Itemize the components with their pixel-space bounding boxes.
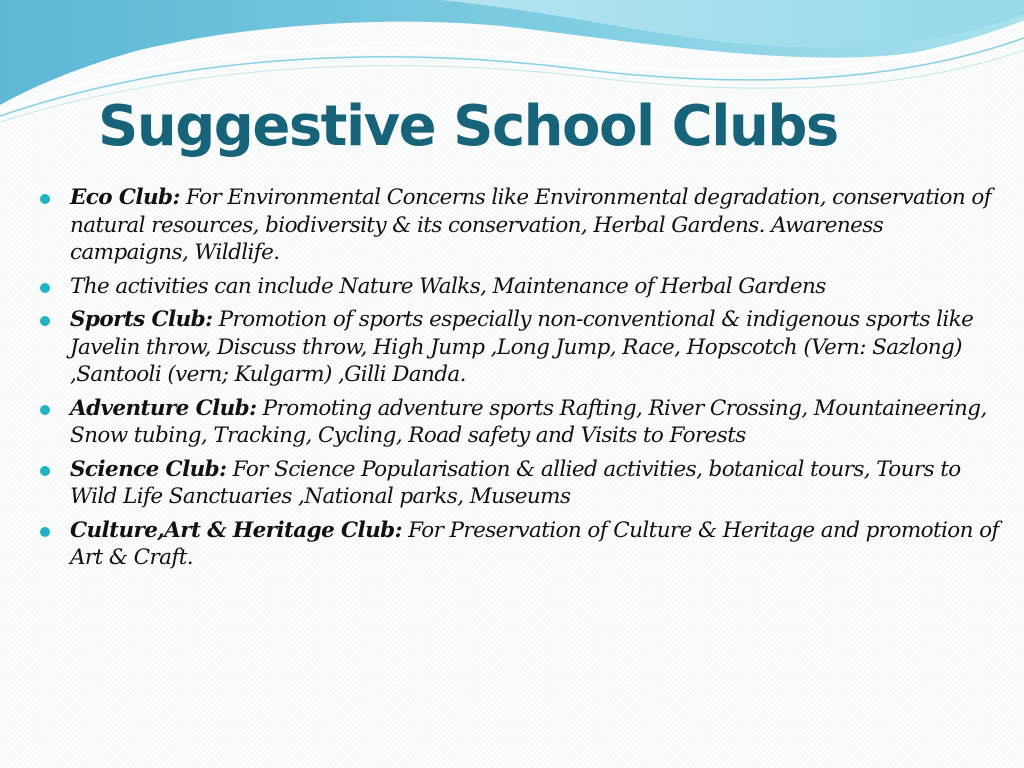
- bullet-dot-icon: [40, 283, 50, 293]
- bullet-dot-icon: [40, 405, 50, 415]
- bullet-dot-icon: [40, 527, 50, 537]
- club-description-adventure: Promoting adventure sports Rafting, River Crossing, Mountaineering, Snow tubing, Tracking, Cycling, Road safety and Visits to Forests: [70, 395, 987, 448]
- club-name-sports: Sports Club:: [70, 307, 213, 332]
- bullet-science-club: [40, 456, 1006, 511]
- slide-title: Suggestive School Clubs: [98, 94, 838, 159]
- club-name-adventure: Adventure Club:: [70, 395, 257, 421]
- bullet-sports-club: [40, 306, 1006, 389]
- bullet-dot-icon: [40, 194, 50, 204]
- bullet-adventure-club: [40, 395, 1006, 450]
- club-name-culture: Culture,Art & Heritage Club:: [70, 517, 402, 543]
- club-description-activities: The activities can include Nature Walks, Maintenance of Herbal Gardens: [70, 273, 826, 299]
- bullet-dot-icon: [40, 316, 50, 326]
- club-description-sports: Promotion of sports especially non-conventional & indigenous sports like Javelin throw, Discuss throw, High Jump ,Long Jump, Race, Hopscotch (Vern: Sazlong) ,Santooli (vern; Kulgarm) ,Gilli Danda.: [70, 307, 974, 387]
- bullet-dot-icon: [40, 466, 50, 476]
- club-name-eco: Eco Club:: [70, 185, 180, 210]
- bullet-activities: [40, 273, 1006, 301]
- club-description-culture: For Preservation of Culture & Heritage and promotion of Art & Craft.: [70, 517, 999, 570]
- bullet-culture-club: [40, 517, 1006, 572]
- bullet-eco-club: [40, 184, 1006, 267]
- club-description-science: For Science Popularisation & allied activities, botanical tours, Tours to Wild Life Sanctuaries ,National parks, Museums: [70, 456, 961, 509]
- club-bullet-list: [40, 184, 1006, 578]
- club-description-eco: For Environmental Concerns like Environmental degradation, conservation of natural resources, biodiversity & its conservation, Herbal Gardens. Awareness campaigns, Wildlife.: [70, 185, 992, 265]
- club-name-science: Science Club:: [70, 456, 227, 482]
